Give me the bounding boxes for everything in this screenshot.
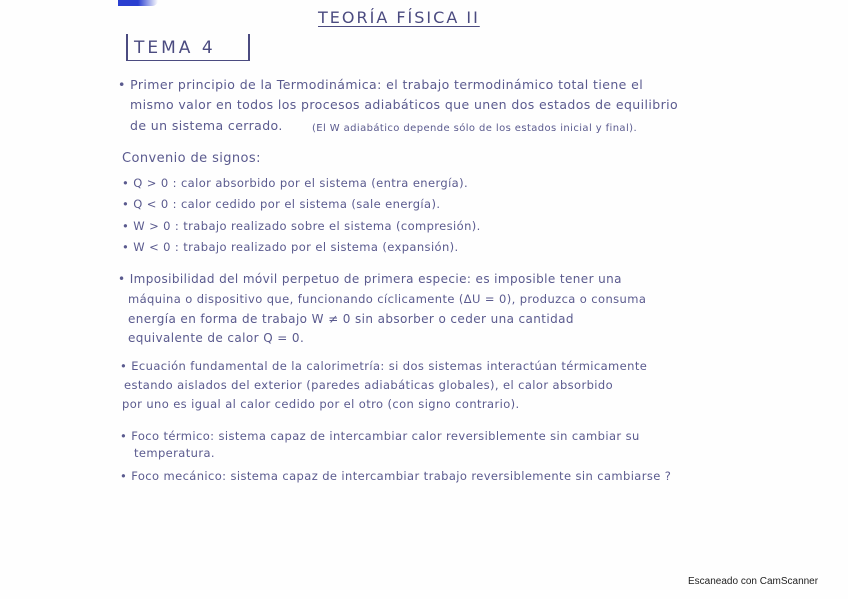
- convenio-item: • W > 0 : trabajo realizado sobre el sistema (compresión).: [122, 219, 481, 233]
- tema-label: TEMA 4: [134, 38, 216, 58]
- note-line: por uno es igual al calor cedido por el otro (con signo contrario).: [122, 397, 520, 411]
- note-aside: (El W adiabático depende sólo de los estados inicial y final).: [312, 123, 638, 134]
- convenio-title: Convenio de signos:: [122, 151, 261, 166]
- convenio-item: • Q > 0 : calor absorbido por el sistema (entra energía).: [122, 176, 469, 190]
- note-line: de un sistema cerrado.: [130, 118, 283, 133]
- note-line: temperatura.: [134, 446, 215, 460]
- note-line: • Primer principio de la Termodinámica: el trabajo termodinámico total tiene el: [118, 77, 644, 92]
- note-line: máquina o dispositivo que, funcionando cíclicamente (ΔU = 0), produzca o consuma: [128, 292, 647, 306]
- note-line: • Ecuación fundamental de la calorimetría: si dos sistemas interactúan térmicamente: [120, 359, 648, 373]
- note-line: • Imposibilidad del móvil perpetuo de primera especie: es imposible tener una: [118, 272, 622, 286]
- scanner-watermark: Escaneado con CamScanner: [688, 576, 819, 587]
- corner-ink-mark: [118, 0, 158, 6]
- convenio-item: • Q < 0 : calor cedido por el sistema (sale energía).: [122, 197, 441, 211]
- note-line: equivalente de calor Q = 0.: [128, 331, 305, 345]
- note-line: energía en forma de trabajo W ≠ 0 sin absorber o ceder una cantidad: [128, 312, 574, 326]
- note-line: mismo valor en todos los procesos adiabáticos que unen dos estados de equilibrio: [130, 97, 679, 112]
- note-line: • Foco térmico: sistema capaz de intercambiar calor reversiblemente sin cambiar su: [120, 429, 640, 443]
- note-line: estando aislados del exterior (paredes adiabáticas globales), el calor absorbido: [124, 378, 614, 392]
- convenio-item: • W < 0 : trabajo realizado por el sistema (expansión).: [122, 240, 459, 254]
- page-title: TEORÍA FÍSICA II: [318, 8, 480, 27]
- foco-mecanico-line: • Foco mecánico: sistema capaz de intercambiar trabajo reversiblemente sin cambiarse ?: [120, 469, 672, 483]
